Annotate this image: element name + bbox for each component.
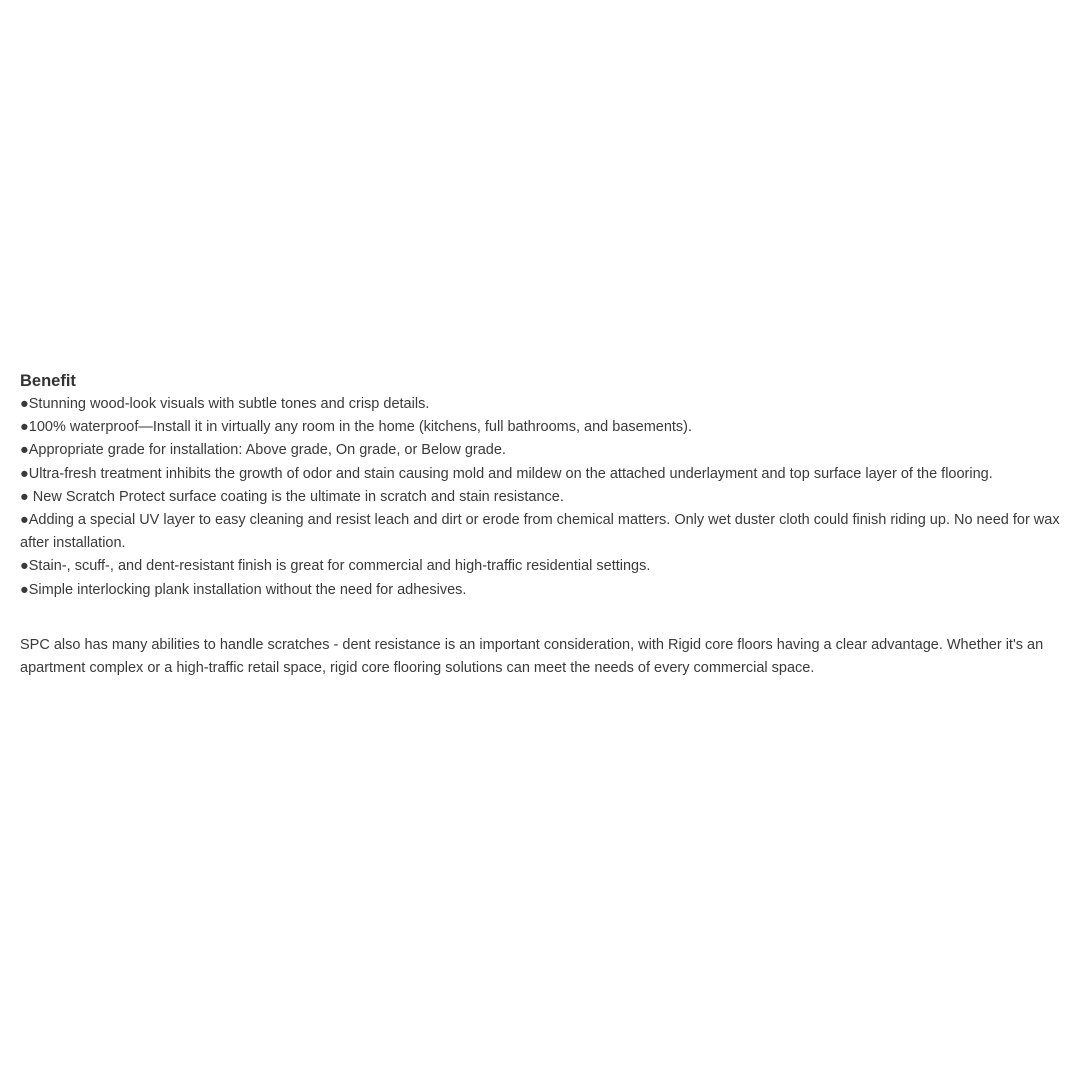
benefit-item-waterproof: ●100% waterproof—Install it in virtually any room in the home (kitchens, full bathrooms, and basements). <box>20 419 693 436</box>
benefit-list <box>20 393 1065 602</box>
benefit-item-installation-grade: ●Appropriate grade for installation: Above grade, On grade, or Below grade. <box>20 442 506 459</box>
benefit-item-ultra-fresh: ●Ultra-fresh treatment inhibits the growth of odor and stain causing mold and mildew on the attached underlayment and top surface layer of the flooring. <box>20 465 993 482</box>
section-heading: Benefit <box>20 372 76 390</box>
benefit-item-waterproof-visuals: ●Stunning wood-look visuals with subtle tones and crisp details. <box>20 396 430 412</box>
benefit-section <box>20 370 1065 680</box>
benefit-item-scratch-protect: ● New Scratch Protect surface coating is the ultimate in scratch and stain resistance. <box>20 488 564 505</box>
benefit-item-uv-layer: ●Adding a special UV layer to easy cleaning and resist leach and dirt or erode from chemical matters. Only wet duster cloth could finish riding up. No need for wax after installation. <box>20 512 1060 552</box>
benefit-item-interlocking-plank: ●Simple interlocking plank installation without the need for adhesives. <box>20 581 467 598</box>
spc-description-paragraph: SPC also has many abilities to handle scratches - dent resistance is an important consideration, with Rigid core floors having a clear advantage. Whether it's an apartment complex or a high-traffic retail space, rigid core flooring solutions can meet the needs of every commercial space. <box>20 636 1044 677</box>
benefit-item-resistant-finish: ●Stain-, scuff-, and dent-resistant finish is great for commercial and high-traffic residential settings. <box>20 558 651 575</box>
